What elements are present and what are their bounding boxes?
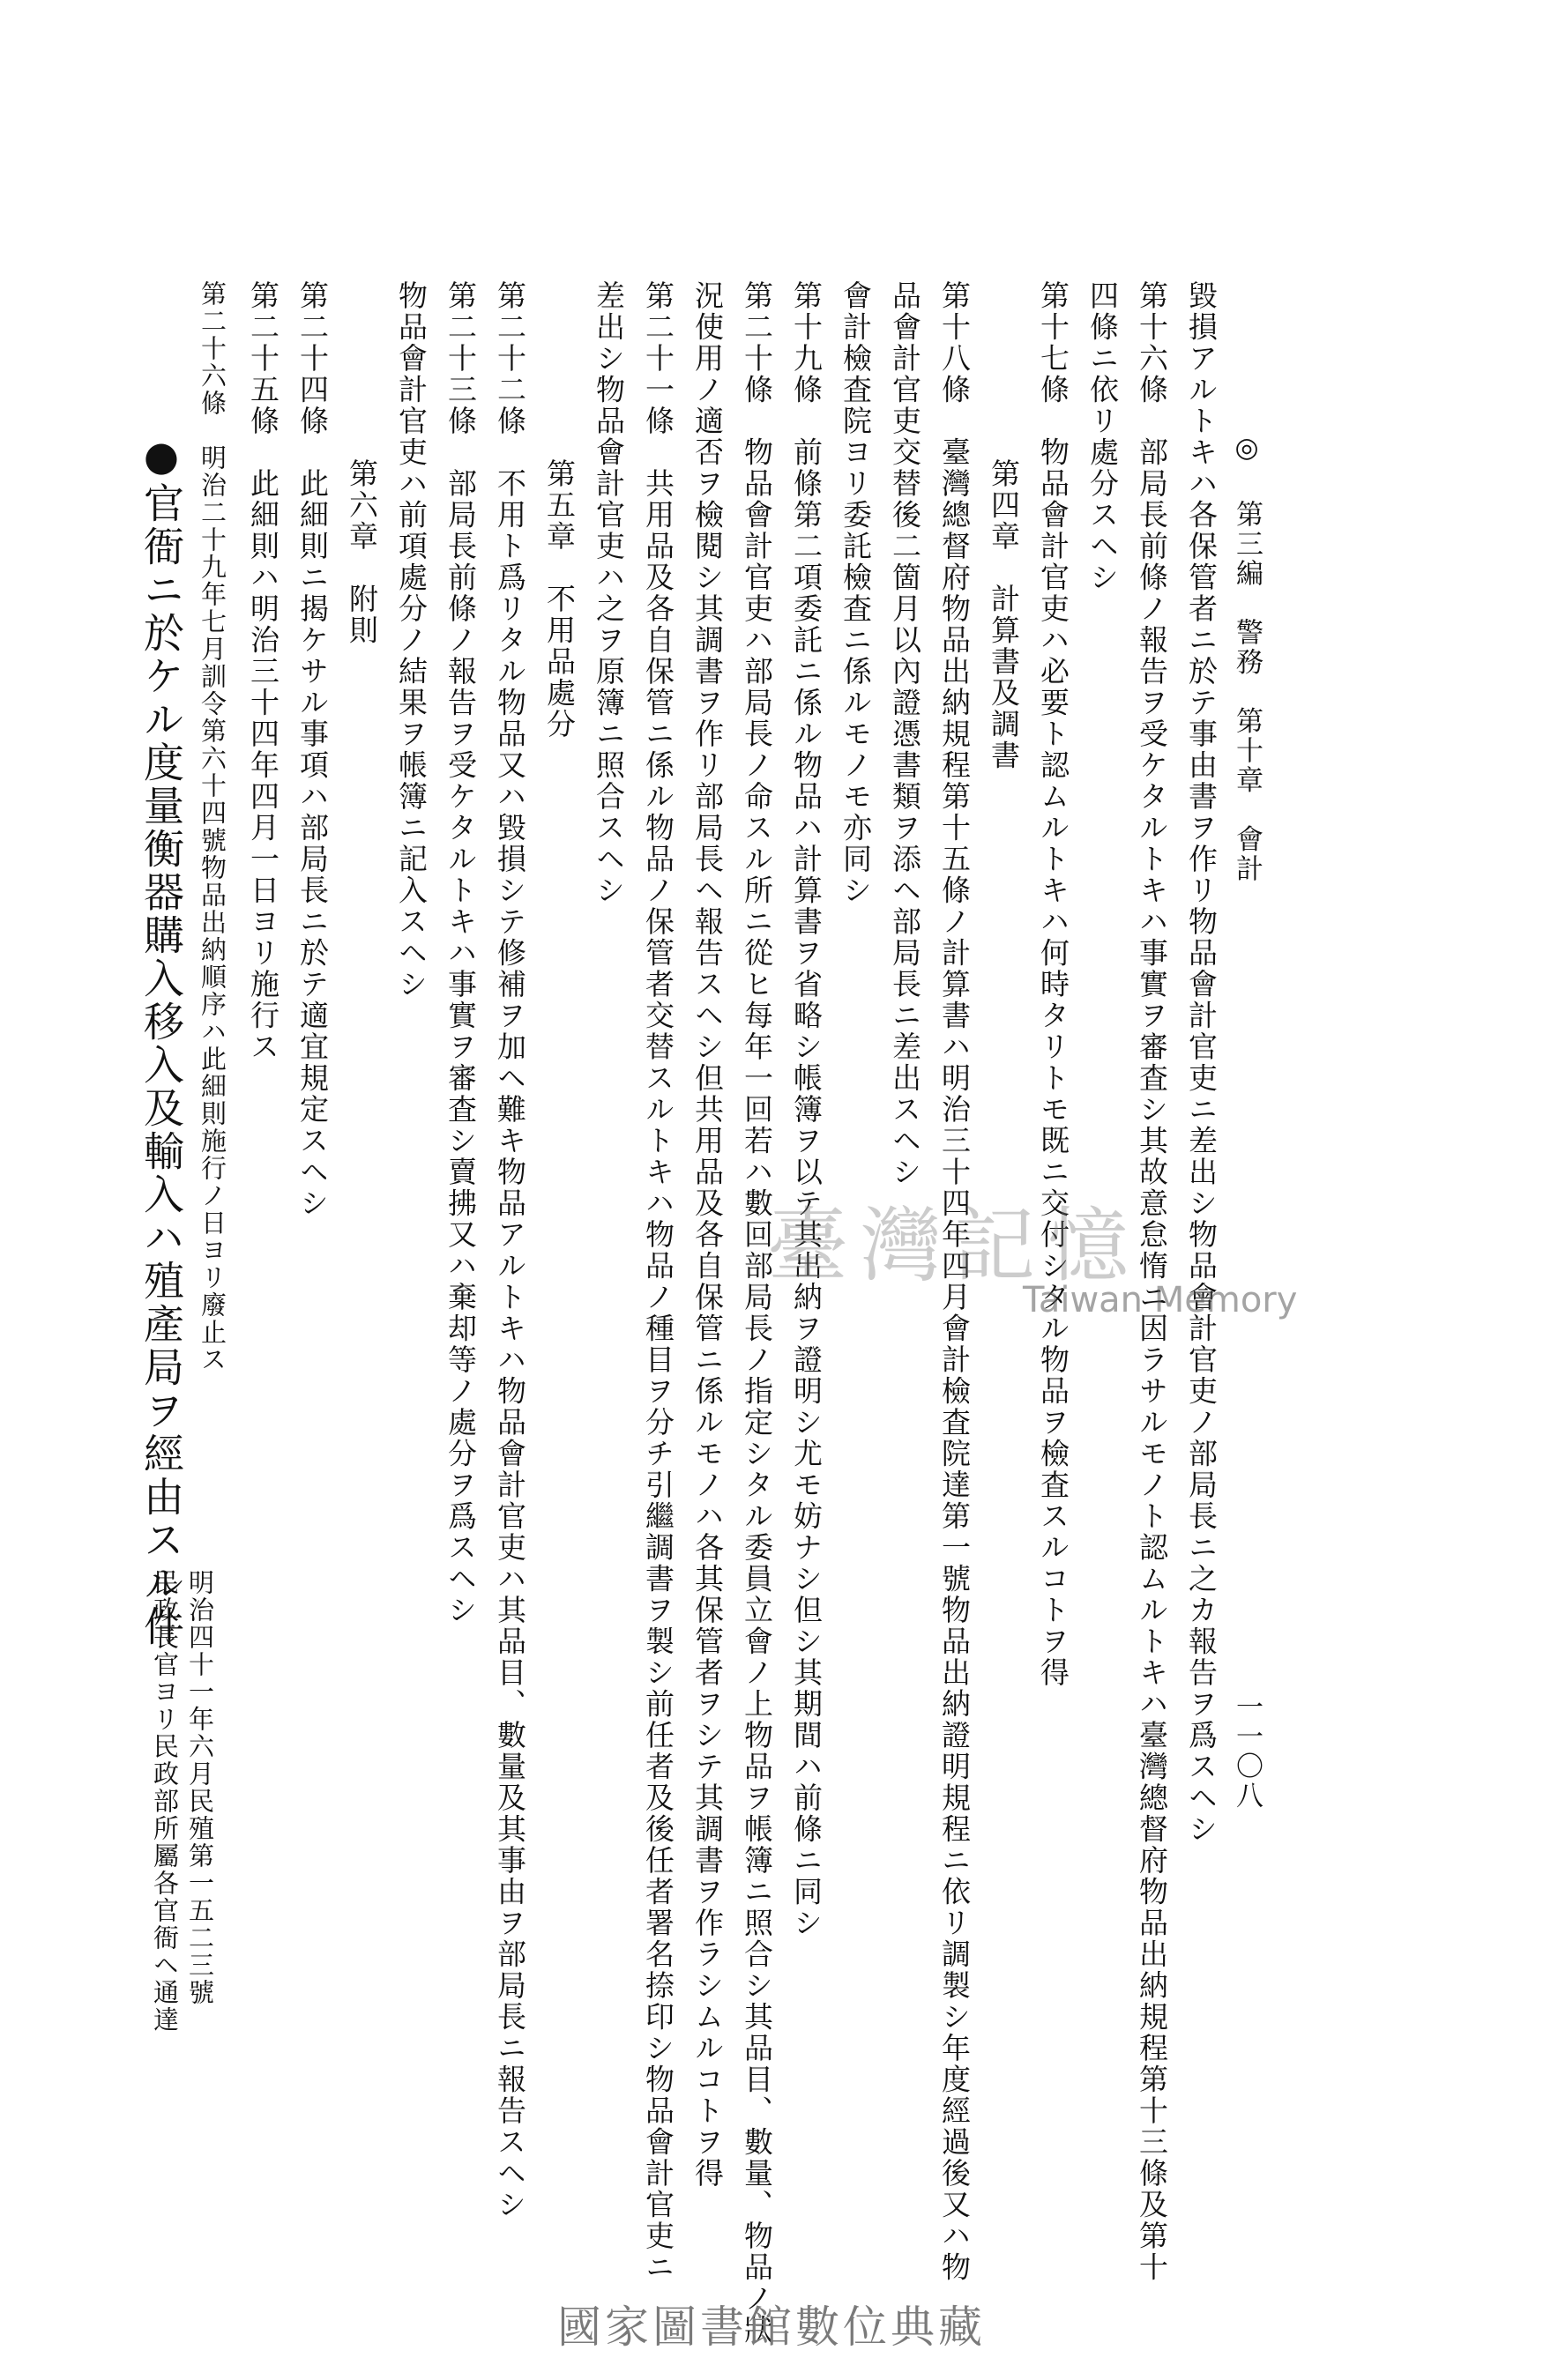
article-25: 第二十五條 此細則ハ明治三十四年四月一日ヨリ施行ス [246, 280, 280, 1063]
article-19: 第十九條 前條第二項委託ニ係ル物品ハ計算書ヲ省略シ帳簿ヲ以テ其出納ヲ證明シ尤モ妨ナシ但シ其期間ハ前條ニ同シ [789, 280, 824, 1939]
text-column: 會計檢査院ヨリ委託檢査ニ係ルモノモ亦同シ [839, 280, 873, 906]
text-column: 毀損アルトキハ各保管者ニ於テ事由書ヲ作リ物品會計官吏ニ差出シ物品會計官吏ノ部局長ニ之カ報告ヲ爲スヘシ [1184, 280, 1219, 1845]
watermark [767, 1181, 1298, 1322]
article-23: 第二十三條 部局長前條ノ報告ヲ受ケタルトキハ事實ヲ審査シ賣拂又ハ棄却等ノ處分ヲ爲スヘシ [444, 280, 478, 1626]
article-21: 第二十一條 共用品及各自保管ニ係ル物品ノ保管者交替スルトキハ物品ノ種目ヲ分チ引繼調書ヲ製シ前任者及後任者署名捺印シ物品會計官吏ニ [641, 280, 675, 2283]
text-column: 品會計官吏交替後二箇月以內證憑書類ヲ添ヘ部局長ニ差出スヘシ [888, 280, 922, 1188]
chapter-5-heading: 第五章 不用品處分 [542, 458, 577, 740]
note-issuer: 民政長官ヨリ民政部所屬各官衙ヘ通達 [150, 1569, 180, 2034]
article-20: 第二十條 物品會計官吏ハ部局長ノ命スル所ニ從ヒ每年一回若ハ數回部局長ノ指定シタル委員立會ノ上物品ヲ帳簿ニ照合シ其品目、數量、物品ノ狀 [740, 280, 774, 2346]
running-header: ◎ 第三編 警務 第十章 會計 [1231, 432, 1263, 884]
text-column: 四條ニ依リ處分スヘシ [1085, 280, 1120, 593]
watermark-english: Taiwan Memory [1023, 1280, 1298, 1320]
article-16: 第十六條 部局長前條ノ報告ヲ受ケタルトキハ事實ヲ審査シ其故意怠惰ニ因ラサルモノト認ムルトキハ臺灣總督府物品出納規程第十三條及第十 [1135, 280, 1169, 2283]
article-22: 第二十二條 不用ト爲リタル物品又ハ毀損シテ修補ヲ加ヘ難キ物品アルトキハ物品會計官吏ハ其品目、數量及其事由ヲ部局長ニ報告スヘシ [493, 280, 527, 2220]
article-18: 第十八條 臺灣總督府物品出納規程第十五條ノ計算書ハ明治三十四年四月會計檢査院達第一號物品出納證明規程ニ依リ調製シ年度經過後又ハ物 [937, 280, 972, 2283]
chapter-4-heading: 第四章 計算書及調書 [987, 458, 1021, 771]
article-26: 第二十六條 明治二十九年七月訓令第六十四號物品出納順序ハ此細則施行ノ日ヨリ廢止ス [198, 280, 227, 1373]
footer-collection-label: 國家圖書館數位典藏 [557, 2302, 986, 2353]
text-column: 差出シ物品會計官吏ハ之ヲ原簿ニ照合スヘシ [592, 280, 626, 906]
text-column: 況使用ノ適否ヲ檢閱シ其調書ヲ作リ部局長ヘ報告スヘシ但共用品及各自保管ニ係ルモノハ各其保管者ヲシテ其調書ヲ作ラシムルコトヲ得 [690, 280, 725, 2190]
text-column: 物品會計官吏ハ前項處分ノ結果ヲ帳簿ニ記入スヘシ [394, 280, 429, 1000]
article-title: ●官衙ニ於ケル度量衡器購入移入及輸入ハ殖產局ヲ經由スル件 [138, 432, 185, 1648]
watermark-chinese: 臺灣記憶 [767, 1199, 1142, 1293]
chapter-6-heading: 第六章 附則 [345, 458, 379, 646]
article-17: 第十七條 物品會計官吏ハ必要ト認ムルトキハ何時タリトモ既ニ交付シタル物品ヲ檢査スルコトヲ得 [1036, 280, 1070, 1689]
note-date: 明治四十一年六月民殖第一五二三號 [185, 1569, 215, 2006]
article-24: 第二十四條 此細則ニ揭ケサル事項ハ部局長ニ於テ適宜規定スヘシ [295, 280, 330, 1219]
page-number: 一一〇八 [1231, 1692, 1263, 1811]
